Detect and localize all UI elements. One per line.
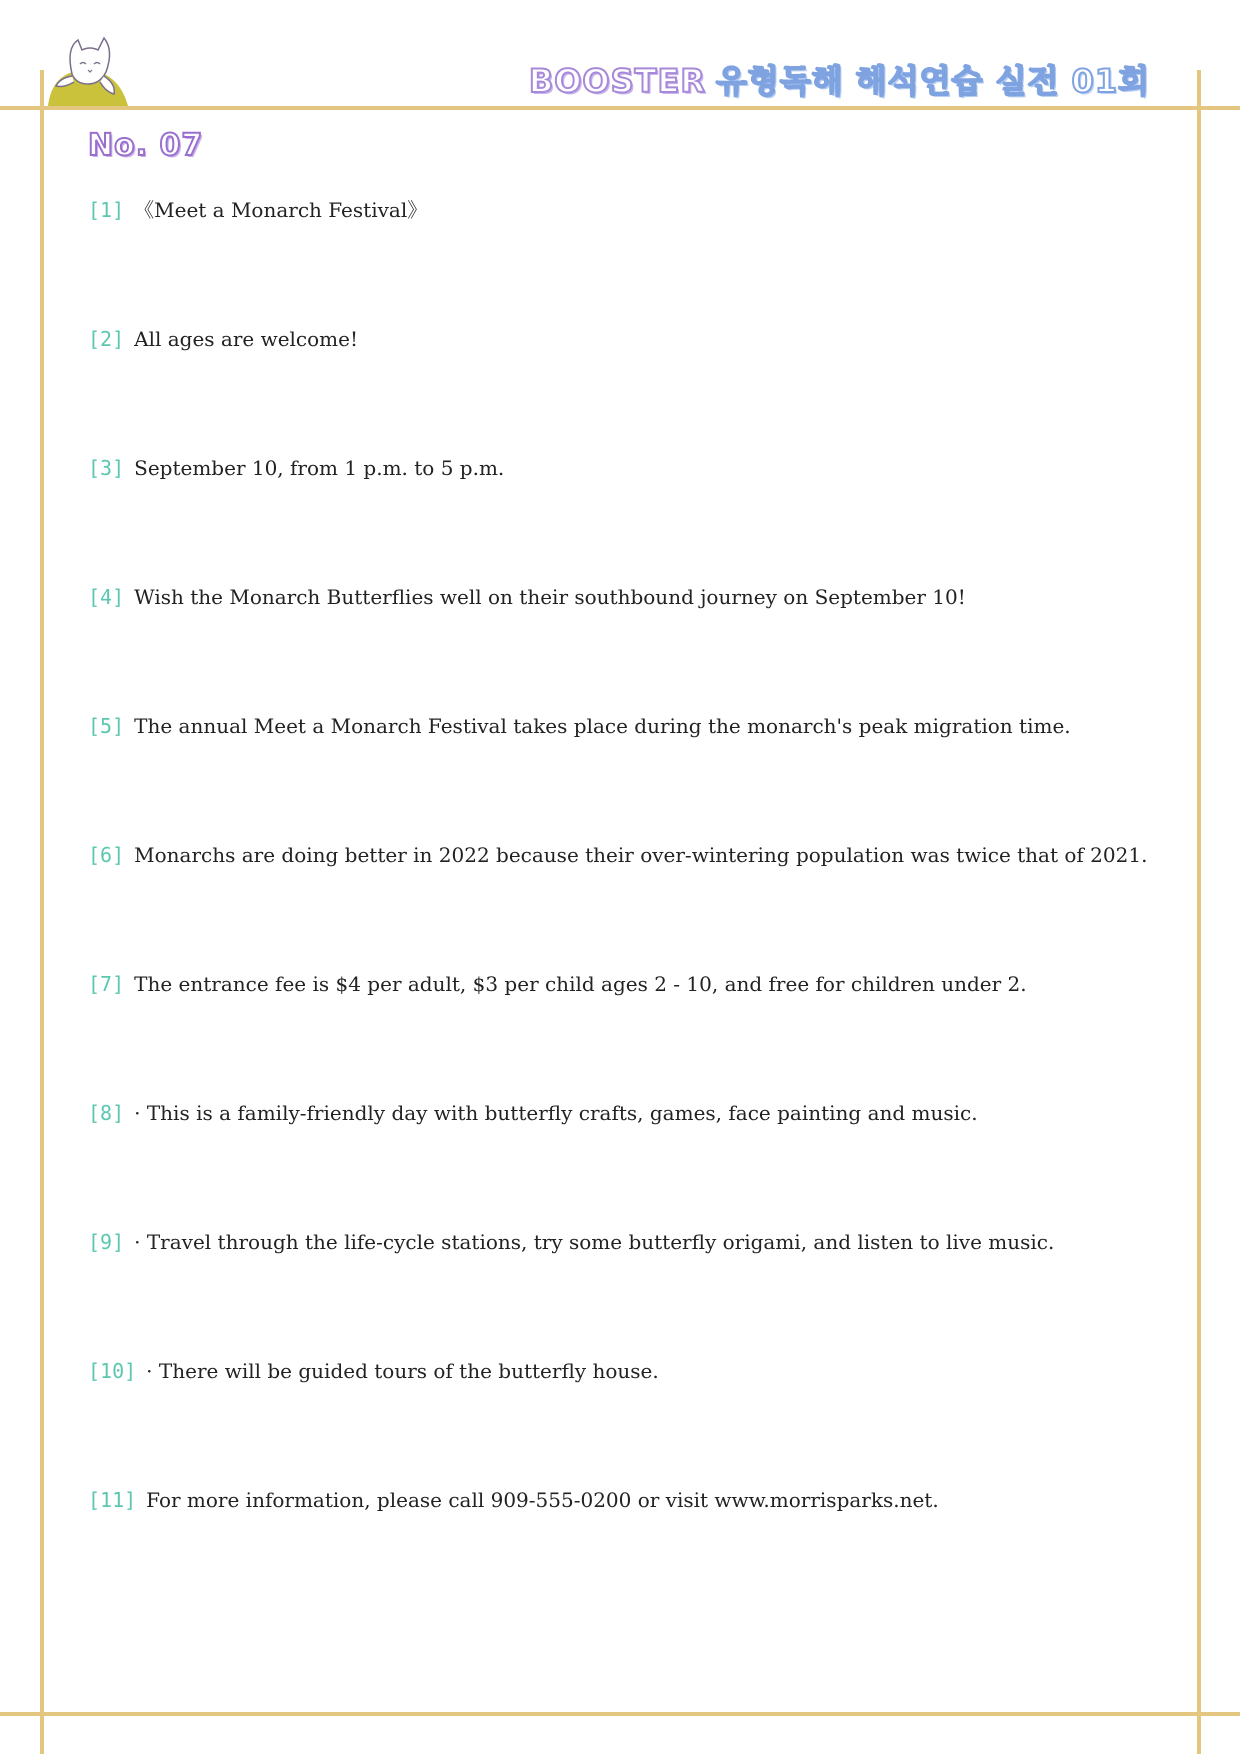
sentence-text: For more information, please call 909-555-0200 or visit www.morrisparks.net. [146,1488,939,1512]
sentence-10 [88,1357,1188,1486]
sentence-text: · Travel through the life-cycle stations, try some butterfly origami, and listen to live music. [134,1230,1055,1254]
sentence-text: 《Meet a Monarch Festival》 [134,198,428,222]
sentence-number: [4] [88,585,125,609]
sentence-number: [6] [88,843,125,867]
sentence-text: September 10, from 1 p.m. to 5 p.m. [134,456,505,480]
sentence-8 [88,1099,1188,1228]
sentence-text: Monarchs are doing better in 2022 because their over-wintering population was twice that of 2021. [134,843,1148,867]
cat-mascot-icon [44,28,134,106]
sentence-6 [88,841,1188,970]
sentence-number: [2] [88,327,125,351]
sentence-7 [88,970,1188,1099]
sentence-5 [88,712,1188,841]
sentence-2 [88,325,1188,454]
title-korean: 유형독해 해석연습 실전 01회 [716,62,1150,100]
sentence-number: [5] [88,714,125,738]
worksheet-title [529,56,1150,102]
sentence-number: [7] [88,972,125,996]
footer-rule [0,1712,1240,1716]
problem-number: No. 07 [88,128,204,163]
sentence-text: All ages are welcome! [134,327,359,351]
sentence-number: [11] [88,1488,137,1512]
sentence-11 [88,1486,1188,1615]
sentence-text: The annual Meet a Monarch Festival takes place during the monarch's peak migration time. [134,714,1071,738]
sentence-number: [3] [88,456,125,480]
sentence-9 [88,1228,1188,1357]
sentence-text: The entrance fee is $4 per adult, $3 per child ages 2 - 10, and free for children under 2. [134,972,1027,996]
sentence-list [88,196,1188,1615]
sentence-number: [8] [88,1101,125,1125]
sentence-3 [88,454,1188,583]
sentence-1 [88,196,1188,325]
sentence-number: [9] [88,1230,125,1254]
header-rule [0,106,1240,110]
sentence-number: [10] [88,1359,137,1383]
title-english: BOOSTER [528,62,706,100]
sentence-text: Wish the Monarch Butterflies well on their southbound journey on September 10! [134,585,966,609]
sentence-text: · There will be guided tours of the butterfly house. [146,1359,659,1383]
left-margin-rule [40,70,44,1754]
sentence-text: · This is a family-friendly day with butterfly crafts, games, face painting and music. [134,1101,978,1125]
sentence-4 [88,583,1188,712]
right-margin-rule [1197,70,1201,1754]
sentence-number: [1] [88,198,125,222]
